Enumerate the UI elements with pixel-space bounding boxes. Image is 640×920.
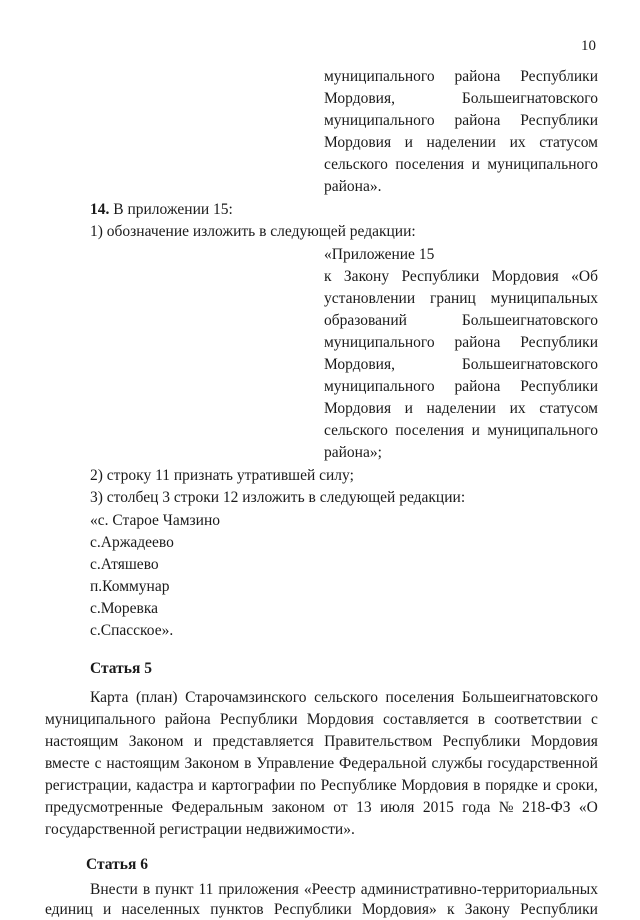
- word: кадастра: [136, 777, 194, 794]
- article-5-line: [45, 754, 598, 774]
- word: Мордовия: [324, 134, 392, 151]
- article-6-line: [90, 880, 598, 900]
- word: их: [509, 400, 526, 417]
- top-block-last-line: района».: [324, 178, 382, 195]
- word: представляется: [212, 733, 314, 750]
- settlement-item: п.Коммунар: [90, 578, 170, 595]
- article-5-line: [45, 798, 598, 818]
- word: сроки,: [555, 777, 598, 794]
- article-5-line: [90, 688, 598, 708]
- word: поселения: [395, 156, 465, 173]
- word: вместе: [45, 755, 90, 772]
- word: «Об: [571, 268, 598, 285]
- word: наделении: [426, 400, 496, 417]
- word: Мордовия: [530, 733, 598, 750]
- word: Республики: [520, 378, 598, 395]
- appendix-line: [324, 399, 598, 419]
- word: Большеигнатовского: [461, 312, 598, 329]
- word: Мордовия,: [324, 90, 395, 107]
- word: Управление: [256, 755, 335, 772]
- appendix-line: [324, 355, 598, 375]
- word: Республики: [520, 901, 598, 918]
- word: от: [333, 799, 348, 816]
- word: статусом: [539, 400, 598, 417]
- word: Республики: [520, 334, 598, 351]
- word: к: [324, 268, 332, 285]
- word: муниципального: [324, 68, 435, 85]
- word: пунктов: [210, 901, 264, 918]
- article-5-heading: Статья 5: [90, 660, 152, 677]
- word: статусом: [539, 134, 598, 151]
- word: Большеигнатовского: [461, 90, 598, 107]
- word: поселения: [385, 689, 455, 706]
- word: порядке: [485, 777, 539, 794]
- word: муниципального: [324, 112, 435, 129]
- word: района: [164, 711, 211, 728]
- word: Законом: [128, 733, 184, 750]
- word: к: [446, 901, 455, 918]
- item-14-sub1: 1) обозначение изложить в следующей редакции:: [90, 223, 416, 240]
- word: Мордовия»: [361, 901, 437, 918]
- word: границ: [429, 290, 476, 307]
- top-block-line: [324, 67, 598, 87]
- word: Большеигнатовского: [461, 356, 598, 373]
- word: Республики: [520, 112, 598, 129]
- word: района: [454, 378, 501, 395]
- appendix-line: [324, 289, 598, 309]
- appendix-line: [324, 311, 598, 331]
- word: №: [498, 799, 514, 816]
- word: картографии: [211, 777, 296, 794]
- word: 11: [198, 881, 214, 898]
- settlement-item: с.Спасское».: [90, 622, 174, 639]
- word: приложения: [218, 881, 299, 898]
- word: муниципальных: [490, 290, 598, 307]
- word: Республики: [401, 268, 480, 285]
- word: наделении: [426, 134, 496, 151]
- word: Федеральным: [171, 799, 264, 816]
- word: настоящим: [45, 733, 119, 750]
- word: 218-ФЗ: [522, 799, 571, 816]
- word: службы: [431, 755, 483, 772]
- word: и: [193, 733, 203, 750]
- word: и: [542, 777, 552, 794]
- word: «О: [578, 799, 598, 816]
- word: Правительством: [324, 733, 433, 750]
- word: Мордовия: [306, 711, 374, 728]
- word: соответствии: [494, 711, 582, 728]
- item-14-number: 14.: [90, 201, 110, 218]
- word: Мордовия: [491, 268, 559, 285]
- word: Закону: [343, 268, 390, 285]
- word: района: [454, 68, 501, 85]
- appendix-last-line: района»;: [324, 444, 382, 461]
- word: в: [477, 711, 486, 728]
- word: установлении: [324, 290, 416, 307]
- settlement-item: с.Аржадеево: [90, 534, 174, 551]
- word: и: [103, 901, 112, 918]
- appendix-line: [324, 377, 598, 397]
- article-5-line: [45, 710, 598, 730]
- word: регистрации,: [45, 777, 132, 794]
- word: и: [404, 400, 413, 417]
- word: Внести: [90, 881, 138, 898]
- word: Большеигнатовского: [461, 689, 598, 706]
- word: 2015: [422, 799, 454, 816]
- word: муниципального: [45, 711, 156, 728]
- word: составляется: [383, 711, 469, 728]
- article-5-last-line: государственной регистрации недвижимости».: [45, 821, 355, 838]
- word: с: [591, 711, 598, 728]
- word: в: [473, 777, 481, 794]
- word: «Реестр: [303, 881, 356, 898]
- word: сельского: [314, 689, 378, 706]
- word: и: [471, 422, 480, 439]
- word: Карта: [90, 689, 129, 706]
- word: единиц: [45, 901, 93, 918]
- article-6-line: [45, 900, 598, 920]
- item-14-sub3: 3) столбец 3 строки 12 изложить в следующей редакции:: [90, 489, 466, 506]
- word: Республики: [273, 901, 352, 918]
- word: Законом: [184, 755, 240, 772]
- word: сельского: [324, 422, 388, 439]
- word: Республики: [442, 733, 521, 750]
- word: образований: [324, 312, 407, 329]
- word: Мордовия: [324, 400, 392, 417]
- word: 13: [356, 799, 372, 816]
- word: и: [471, 156, 480, 173]
- word: настоящим: [106, 755, 180, 772]
- word: и: [404, 134, 413, 151]
- word: муниципального: [324, 378, 435, 395]
- word: в: [244, 755, 252, 772]
- word: муниципального: [487, 156, 598, 173]
- word: пункт: [155, 881, 194, 898]
- item-14-sub2: 2) строку 11 признать утратившей силу;: [90, 467, 354, 484]
- appendix-line: [324, 421, 598, 441]
- appendix-line: [324, 333, 598, 353]
- word: и: [198, 777, 207, 794]
- article-5-line: [45, 732, 598, 752]
- word: Республики: [520, 68, 598, 85]
- word: Закону: [464, 901, 510, 918]
- word: с: [94, 755, 102, 772]
- word: района: [454, 112, 501, 129]
- word: Мордовия,: [324, 356, 395, 373]
- word: муниципального: [324, 334, 435, 351]
- appendix-line: [324, 267, 598, 287]
- word: муниципального: [487, 422, 598, 439]
- top-block-line: [324, 155, 598, 175]
- word: Мордовия: [401, 777, 469, 794]
- word: административно-территориальных: [360, 881, 598, 898]
- appendix-title: «Приложение 15: [324, 246, 435, 263]
- word: Федеральной: [339, 755, 427, 772]
- word: района: [454, 334, 501, 351]
- settlement-item: с.Атяшево: [90, 556, 159, 573]
- word: предусмотренные: [45, 799, 164, 816]
- word: Старочамзинского: [185, 689, 307, 706]
- word: Республике: [320, 777, 397, 794]
- article-6-heading: Статья 6: [86, 856, 148, 873]
- word: населенных: [121, 901, 201, 918]
- word: (план): [136, 689, 178, 706]
- word: сельского: [324, 156, 388, 173]
- item-14: [90, 200, 233, 220]
- top-block-line: [324, 111, 598, 131]
- word: государственной: [487, 755, 598, 772]
- word: в: [142, 881, 151, 898]
- settlement-item: с.Моревка: [90, 600, 159, 617]
- word: их: [509, 134, 526, 151]
- page-number: 10: [581, 38, 596, 54]
- item-14-text: В приложении 15:: [109, 201, 233, 218]
- word: поселения: [395, 422, 465, 439]
- word: по: [299, 777, 316, 794]
- word: Республики: [219, 711, 298, 728]
- word: года: [462, 799, 491, 816]
- article-5-line: [45, 776, 598, 796]
- settlement-item: «с. Старое Чамзино: [90, 512, 221, 529]
- top-block-line: [324, 89, 598, 109]
- word: июля: [380, 799, 415, 816]
- word: законом: [271, 799, 325, 816]
- top-block-line: [324, 133, 598, 153]
